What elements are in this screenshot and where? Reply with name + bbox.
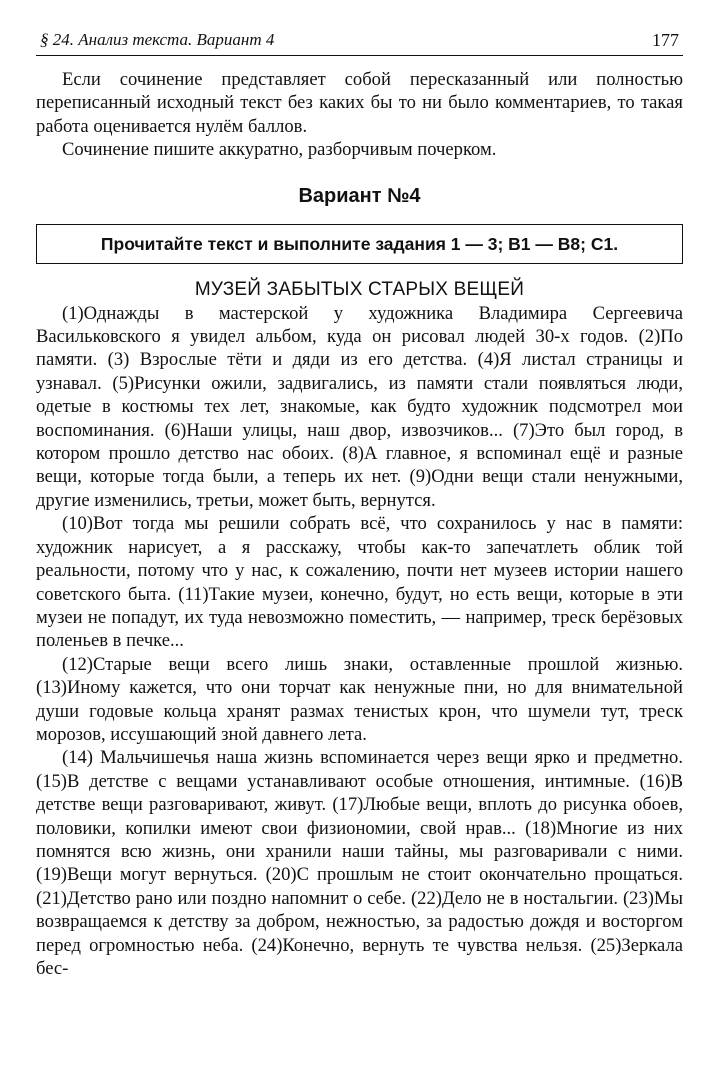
section-title: § 24. Анализ текста. Вариант 4 (40, 30, 275, 49)
intro-block (36, 68, 683, 162)
intro-paragraph: Сочинение пишите аккуратно, разборчивым почерком. (62, 139, 497, 161)
task-instruction-box: Прочитайте текст и выполните задания 1 — 3; В1 — В8; С1. (36, 224, 683, 264)
page-number: 177 (652, 30, 679, 50)
text-title: МУЗЕЙ ЗАБЫТЫХ СТАРЫХ ВЕЩЕЙ (194, 278, 525, 300)
text-paragraph: (12)Старые вещи всего лишь знаки, оставленные прошлой жизнью. (13)Иному кажется, что они торчат как ненужные пни, но для внимательной души годовые кольца хранят размах тенистых крон, что шумели тут, треск морозов, иссушающий зной давнего лета. (36, 653, 683, 745)
intro-paragraph: Если сочинение представляет собой пересказанный или полностью переписанный исходный текст без каких бы то ни было комментариев, то такая работа оценивается нулём баллов. (36, 69, 683, 137)
running-header (36, 30, 683, 56)
text-paragraph: (10)Вот тогда мы решили собрать всё, что сохранилось у нас в памяти: художник нарисует, а я расскажу, чтобы как-то запечатлеть облик той реальности, потому что у нас, к сожалению, почти нет музеев истории нашего советского быта. (11)Такие музеи, конечно, будут, но есть вещи, которые в эти музеи не попадут, их туда невозможно поместить, — например, треск берёзовых поленьев в печке... (36, 513, 683, 652)
text-paragraph: (1)Однажды в мастерской у художника Владимира Сергеевича Васильковского я увидел альбом, куда он рисовал людей 30-х годов. (2)По памяти. (3) Взрослые тёти и дяди из его детства. (4)Я листал страницы и узнавал. (5)Рисунки ожили, задвигались, из памяти стали появляться люди, одетые в костюмы тех лет, знакомые, как будто художник подсмотрел мои воспоминания. (6)Наши улицы, наш двор, извозчиков... (7)Это был город, в котором прошло детство нас обоих. (8)А главное, я вспоминал ещё и разные вещи, которые тогда были, а теперь их нет. (9)Одни вещи стали ненужными, другие изменились, третьи, может быть, вернутся. (36, 302, 683, 511)
reading-text (36, 302, 683, 981)
variant-title: Вариант №4 (298, 184, 421, 207)
text-paragraph: (14) Мальчишечья наша жизнь вспоминается через вещи ярко и предметно. (15)В детстве с вещами устанавливают особые отношения, интимные. (16)В детстве вещи разговаривают, живут. (17)Любые вещи, вплоть до рисунка обоев, половики, копилки имеют свои физиономии, свой нрав... (18)Многие из них помнятся всю жизнь, они хранили наши тайны, мы разговаривали с ними. (19)Вещи могут вернуться. (20)С прошлым не стоит окончательно прощаться. (21)Детство рано или поздно напомнит о себе. (22)Дело не в ностальгии. (23)Мы возвращаемся к детству за добром, нежностью, за радостью дождя и восторгом перед огромностью неба. (24)Конечно, вернуть те чувства нельзя. (25)Зеркала бес- (36, 747, 683, 979)
